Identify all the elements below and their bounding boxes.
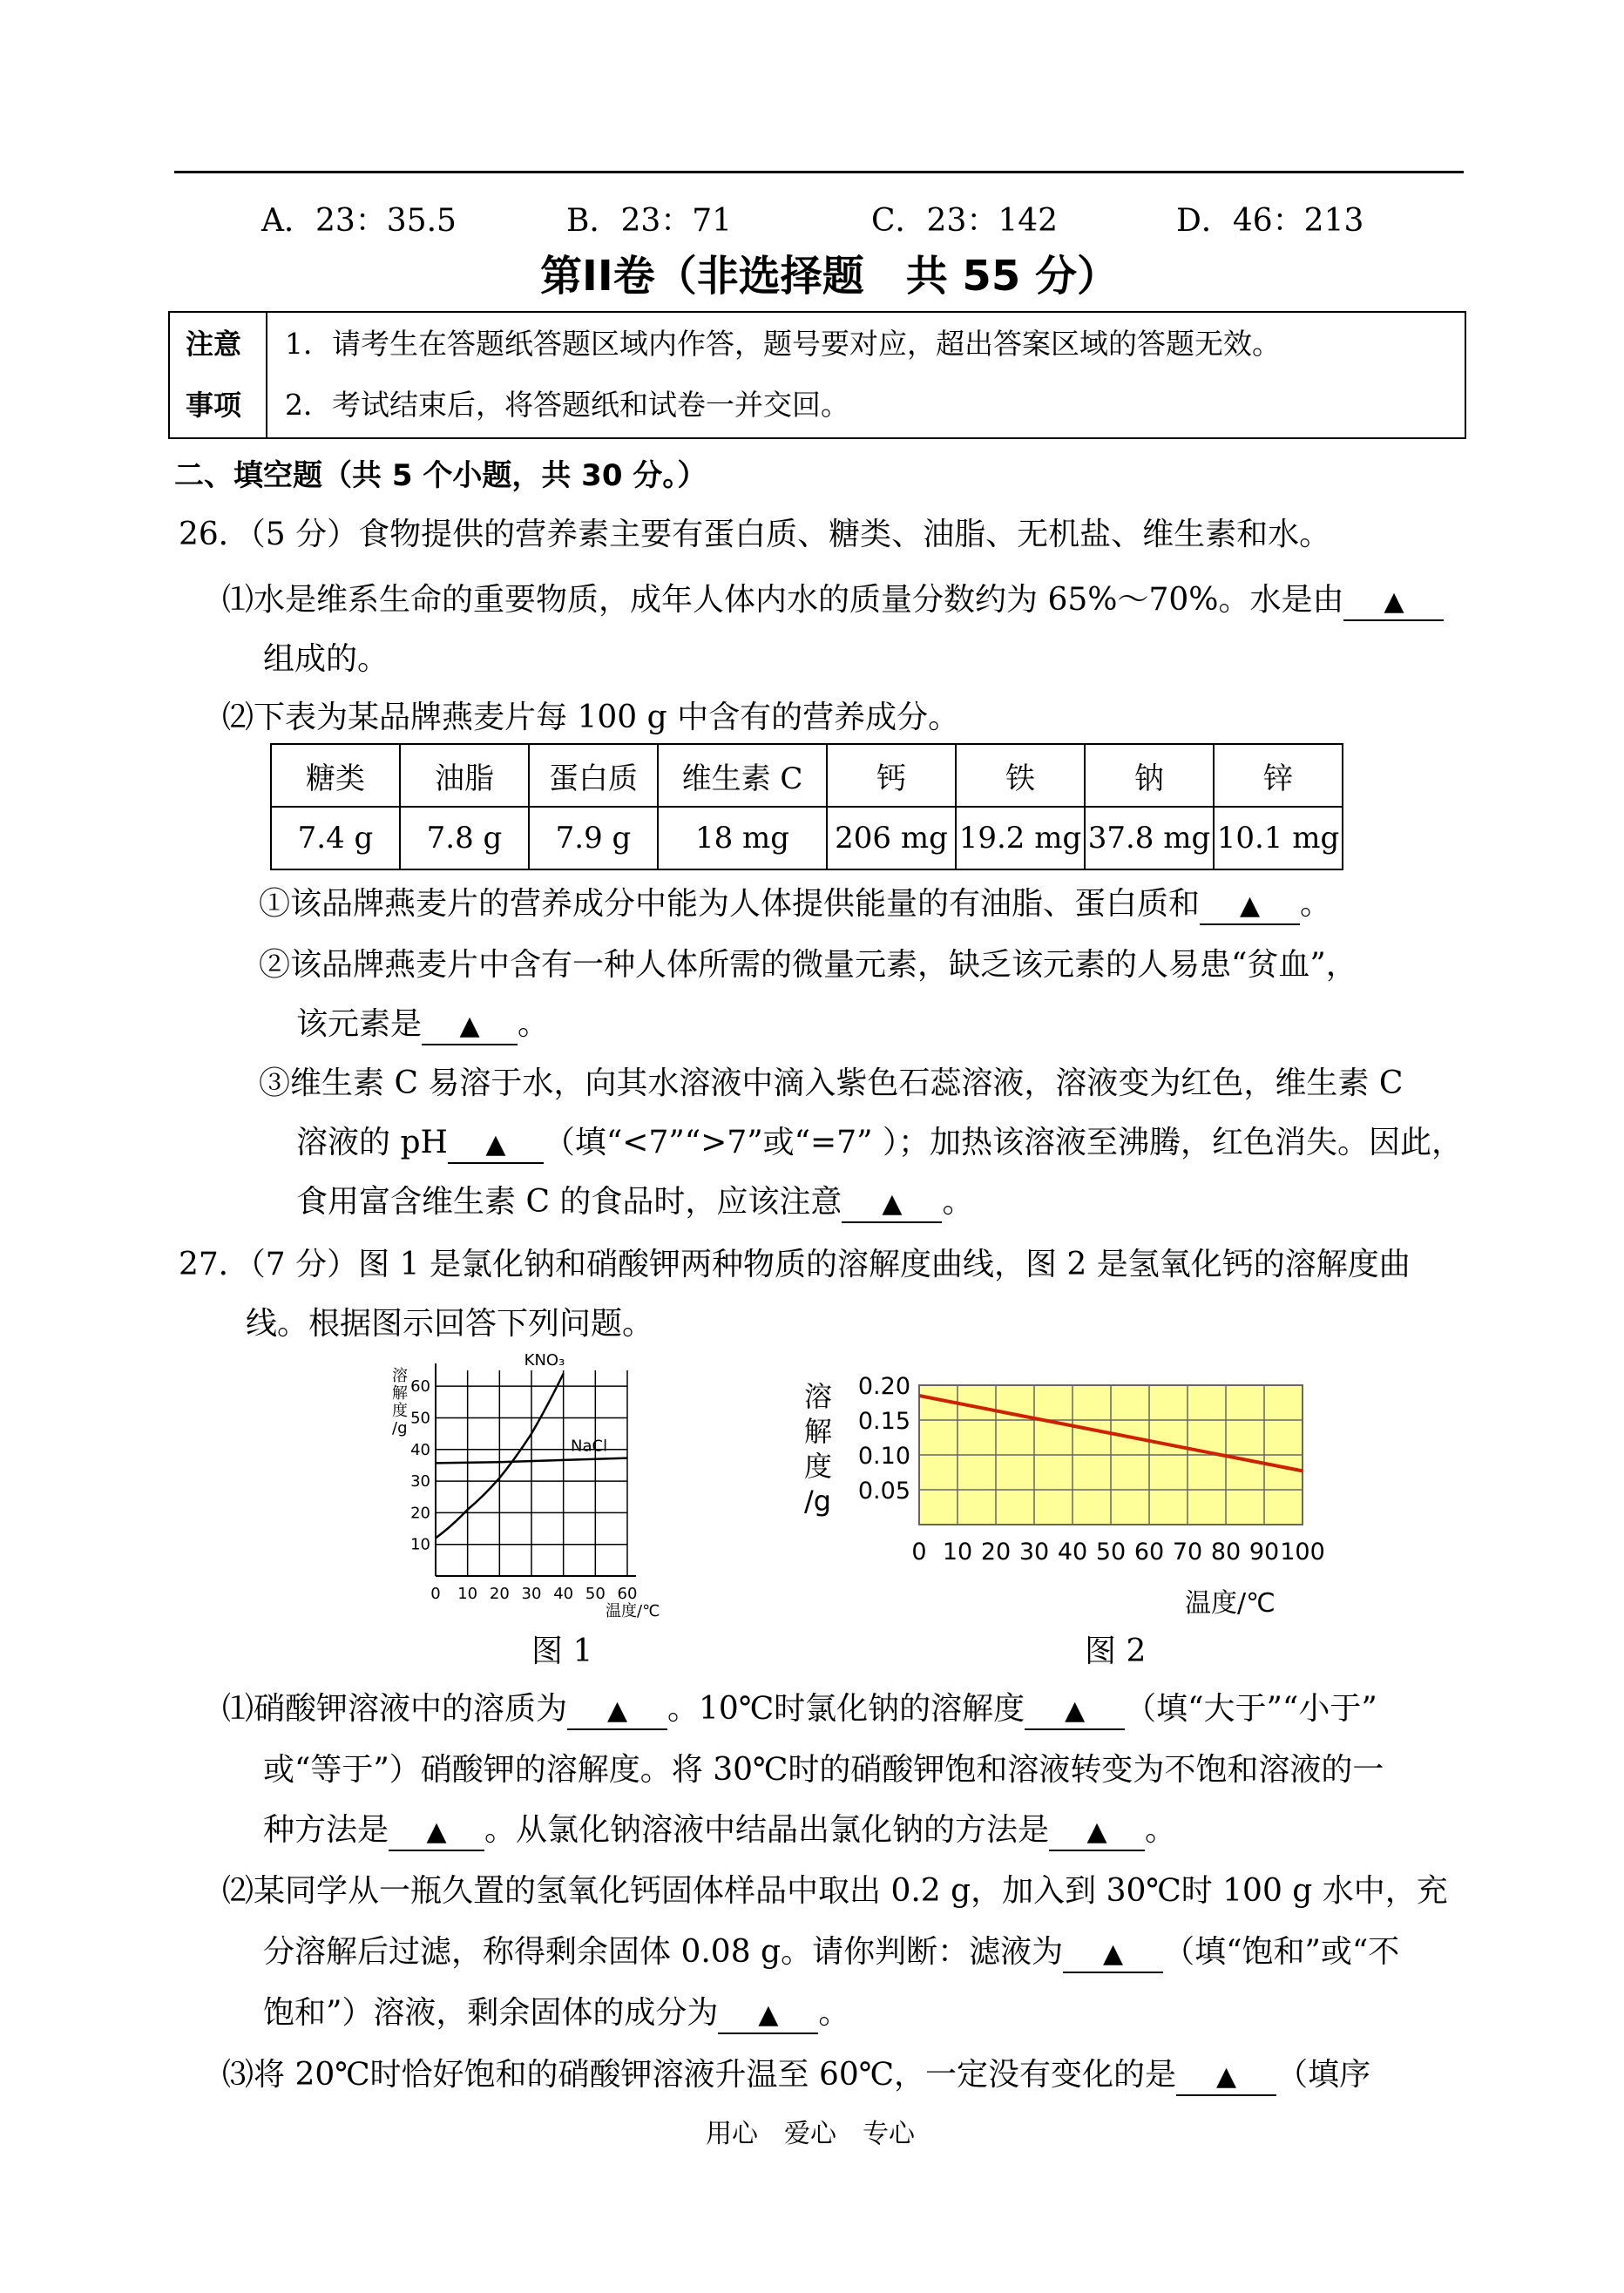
table-cell: 37.8 mg — [1085, 807, 1214, 869]
notice-label-bottom: 事项 — [186, 389, 242, 422]
x-tick-label: 80 — [1210, 1539, 1242, 1566]
q26-s3-text-a: 溶液的 pH — [296, 1125, 448, 1160]
answer-blank[interactable] — [1176, 2060, 1276, 2096]
q26-s3-text-b: （填“<7”“>7”或“=7” ）；加热该溶液至沸腾，红色消失。因此， — [543, 1125, 1463, 1160]
notice-item-2: 2．考试结束后，将答题纸和试卷一并交回。 — [285, 388, 849, 422]
q26-s2-text: 该元素是 — [296, 1006, 423, 1042]
q27-p3-line1 — [222, 2054, 1370, 2096]
q27-p2-text-d: 。 — [818, 1995, 850, 2031]
x-tick-label: 20 — [489, 1585, 510, 1603]
triangle-icon: ▲ — [485, 1129, 506, 1160]
section-title: 第II卷（非选择题 共 55 分） — [540, 252, 1119, 301]
fig1-ticks — [410, 1377, 637, 1603]
top-rule — [174, 171, 1464, 173]
answer-blank[interactable] — [567, 1694, 667, 1730]
y-tick-label: 60 — [410, 1377, 430, 1397]
nutrition-table — [270, 743, 1343, 870]
fig2-ylabel-char: /g — [804, 1485, 832, 1518]
fig1-grid — [436, 1363, 636, 1576]
table-header-cell: 钠 — [1085, 744, 1214, 807]
x-tick-label: 10 — [942, 1539, 973, 1566]
answer-blank[interactable] — [842, 1187, 942, 1223]
notice-separator — [266, 313, 267, 437]
q27-p2-line2 — [263, 1931, 1399, 1973]
x-tick-label: 40 — [1057, 1539, 1088, 1566]
triangle-icon: ▲ — [758, 1999, 779, 2030]
q27-p3-text-b: （填序 — [1276, 2057, 1371, 2093]
x-tick-label: 70 — [1172, 1539, 1203, 1566]
x-tick-label: 60 — [617, 1585, 638, 1603]
part-heading: 二、填空题（共 5 个小题，共 30 分。） — [174, 458, 707, 493]
x-tick-label: 20 — [980, 1539, 1012, 1566]
fig1-ylabel-char: 溶 — [392, 1367, 408, 1385]
y-tick-label: 10 — [410, 1535, 430, 1554]
q27-p1-text-d: 种方法是 — [263, 1812, 389, 1848]
q26-stem: 26．（5 分）食物提供的营养素主要有蛋白质、糖类、油脂、无机盐、维生素和水。 — [179, 517, 1331, 552]
answer-blank[interactable] — [1343, 585, 1444, 621]
table-header-cell: 油脂 — [400, 744, 529, 807]
triangle-icon: ▲ — [1103, 1938, 1124, 1969]
q27-p2-text-c: 饱和”）溶液，剩余固体的成分为 — [263, 1995, 719, 2031]
answer-blank[interactable] — [1049, 1815, 1145, 1851]
table-cell: 18 mg — [658, 807, 827, 869]
table-row — [271, 744, 1343, 807]
option-c: C．23：142 — [871, 203, 1059, 239]
x-tick-label: 30 — [1018, 1539, 1050, 1566]
y-tick-label: 0.20 — [857, 1375, 910, 1400]
answer-blank[interactable] — [389, 1815, 484, 1851]
y-tick-label: 0.05 — [857, 1478, 910, 1505]
fig2-xlabel: 温度/℃ — [1185, 1588, 1276, 1619]
table-cell: 7.9 g — [529, 807, 658, 869]
q27-p2-text-a: 分溶解后过滤，称得剩余固体 0.08 g。请你判断：滤液为 — [263, 1934, 1064, 1970]
q26-p1-line1 — [222, 579, 1444, 621]
q26-s3-end: 。 — [942, 1184, 974, 1220]
answer-blank[interactable] — [1025, 1694, 1125, 1730]
x-tick-label: 30 — [521, 1585, 542, 1603]
q26-s3-line1: ③维生素 C 易溶于水，向其水溶液中滴入紫色石蕊溶液，溶液变为红色，维生素 C — [259, 1065, 1404, 1101]
y-tick-label: 50 — [410, 1409, 430, 1428]
fig1-ylabel-char: 解 — [392, 1384, 408, 1403]
q26-s2-line2 — [296, 1004, 549, 1045]
q27-p1-text-a: ⑴硝酸钾溶液中的溶质为 — [222, 1691, 568, 1727]
q27-p2-line3 — [263, 1992, 849, 2034]
answer-blank[interactable] — [1063, 1937, 1163, 1973]
x-tick-label: 90 — [1248, 1539, 1280, 1566]
table-header-cell: 蛋白质 — [529, 744, 658, 807]
y-tick-label: 0.10 — [857, 1443, 910, 1470]
triangle-icon: ▲ — [1384, 586, 1404, 617]
q26-s1 — [259, 883, 1331, 925]
triangle-icon: ▲ — [1086, 1816, 1107, 1847]
table-header-cell: 锌 — [1214, 744, 1343, 807]
answer-blank[interactable] — [1200, 889, 1300, 925]
table-header-cell: 维生素 C — [658, 744, 827, 807]
triangle-icon: ▲ — [1239, 890, 1261, 921]
q26-p1-line2: 组成的。 — [263, 641, 389, 677]
table-cell: 10.1 mg — [1214, 807, 1343, 869]
q26-p1-text: ⑴水是维系生命的重要物质，成年人体内水的质量分数约为 65%～70%。水是由 — [222, 582, 1344, 618]
q27-p1-line2: 或“等于”）硝酸钾的溶解度。将 30℃时的硝酸钾饱和溶液转变为不饱和溶液的一 — [263, 1752, 1384, 1788]
table-row — [271, 807, 1343, 869]
q27-p1-text-e: 。从氯化钠溶液中结晶出氯化钠的方法是 — [484, 1812, 1050, 1848]
y-tick-label: 20 — [410, 1504, 430, 1523]
triangle-icon: ▲ — [606, 1695, 628, 1726]
fig1-xlabel: 温度/℃ — [606, 1602, 660, 1620]
q27-p1-line1 — [222, 1688, 1377, 1730]
q27-p3-text-a: ⑶将 20℃时恰好饱和的硝酸钾溶液升温至 60℃，一定没有变化的是 — [222, 2057, 1177, 2093]
x-tick-label: 40 — [553, 1585, 574, 1603]
triangle-icon: ▲ — [1065, 1695, 1086, 1726]
figure-2-caption: 图 2 — [1085, 1634, 1147, 1669]
answer-blank[interactable] — [422, 1009, 518, 1045]
notice-box — [168, 311, 1466, 439]
x-tick-label: 50 — [585, 1585, 606, 1603]
table-header-cell: 糖类 — [271, 744, 400, 807]
table-cell: 206 mg — [827, 807, 956, 869]
q26-s3-line2 — [296, 1122, 1463, 1164]
fig2-ylabel-char: 溶 — [804, 1380, 833, 1413]
q27-p1-text-c: （填“大于”“小于” — [1125, 1691, 1377, 1727]
x-tick-label: 0 — [430, 1585, 441, 1603]
q26-s1-end: 。 — [1300, 886, 1332, 922]
x-tick-label: 0 — [911, 1539, 927, 1566]
answer-blank[interactable] — [718, 1998, 818, 2034]
notice-item-1: 1．请考生在答题纸答题区域内作答，题号要对应，超出答案区域的答题无效。 — [285, 327, 1281, 361]
triangle-icon: ▲ — [882, 1188, 903, 1219]
option-a: A．23：35.5 — [261, 203, 457, 239]
fig2-ylabel — [804, 1380, 832, 1518]
q27-p1-text-b: 。10℃时氯化钠的溶解度 — [667, 1691, 1025, 1727]
table-header-cell: 铁 — [956, 744, 1085, 807]
fig1-ylabel-char: 度 — [392, 1402, 408, 1420]
fig2-ylabel-char: 度 — [804, 1450, 833, 1483]
y-tick-label: 0.15 — [857, 1408, 910, 1435]
y-tick-label: 40 — [410, 1440, 430, 1459]
answer-blank[interactable] — [448, 1127, 544, 1164]
q26-s2-line1: ②该品牌燕麦片中含有一种人体所需的微量元素，缺乏该元素的人易患“贫血”， — [259, 947, 1357, 983]
notice-label-top: 注意 — [186, 328, 242, 361]
table-cell: 19.2 mg — [956, 807, 1085, 869]
q26-s3-line3 — [296, 1181, 973, 1223]
q27-p2-text-b: （填“饱和”或“不 — [1163, 1934, 1400, 1970]
triangle-icon: ▲ — [426, 1816, 447, 1847]
x-tick-label: 100 — [1280, 1539, 1325, 1566]
y-tick-label: 30 — [410, 1472, 430, 1491]
q27-p1-text-f: 。 — [1145, 1812, 1177, 1848]
nacl-label: NaCl — [571, 1437, 608, 1456]
q26-p2: ⑵下表为某品牌燕麦片每 100 g 中含有的营养成分。 — [222, 700, 960, 735]
x-tick-label: 10 — [457, 1585, 478, 1603]
q26-s1-text: ①该品牌燕麦片的营养成分中能为人体提供能量的有油脂、蛋白质和 — [259, 886, 1201, 922]
q27-stem-line2: 线。根据图示回答下列问题。 — [246, 1306, 654, 1342]
figure-1-caption: 图 1 — [531, 1634, 593, 1669]
q26-s2-end: 。 — [518, 1006, 550, 1042]
option-d: D．46：213 — [1176, 203, 1364, 239]
x-tick-label: 60 — [1133, 1539, 1165, 1566]
table-cell: 7.4 g — [271, 807, 400, 869]
q27-p2-line1: ⑵某同学从一瓶久置的氢氧化钙固体样品中取出 0.2 g，加入到 30℃时 100 g 水中，充 — [222, 1873, 1448, 1909]
triangle-icon: ▲ — [1216, 2061, 1237, 2092]
q27-p1-line3 — [263, 1809, 1176, 1851]
figure-2-chart — [797, 1375, 1337, 1636]
option-b: B．23：71 — [566, 203, 733, 239]
x-tick-label: 50 — [1095, 1539, 1127, 1566]
q27-stem-line1: 27．（7 分）图 1 是氯化钠和硝酸钾两种物质的溶解度曲线，图 2 是氢氧化钙的溶解度曲 — [179, 1247, 1411, 1282]
triangle-icon: ▲ — [459, 1011, 480, 1041]
footer-motto: 用心 爱心 专心 — [706, 2119, 915, 2149]
fig1-ylabel-char: /g — [392, 1419, 408, 1437]
kno3-label: KNO₃ — [524, 1351, 565, 1370]
fig2-ylabel-char: 解 — [804, 1415, 833, 1448]
table-header-cell: 钙 — [827, 744, 956, 807]
q26-s3-text-c: 食用富含维生素 C 的食品时，应该注意 — [296, 1184, 842, 1220]
figure-1-chart — [375, 1346, 688, 1625]
table-cell: 7.8 g — [400, 807, 529, 869]
